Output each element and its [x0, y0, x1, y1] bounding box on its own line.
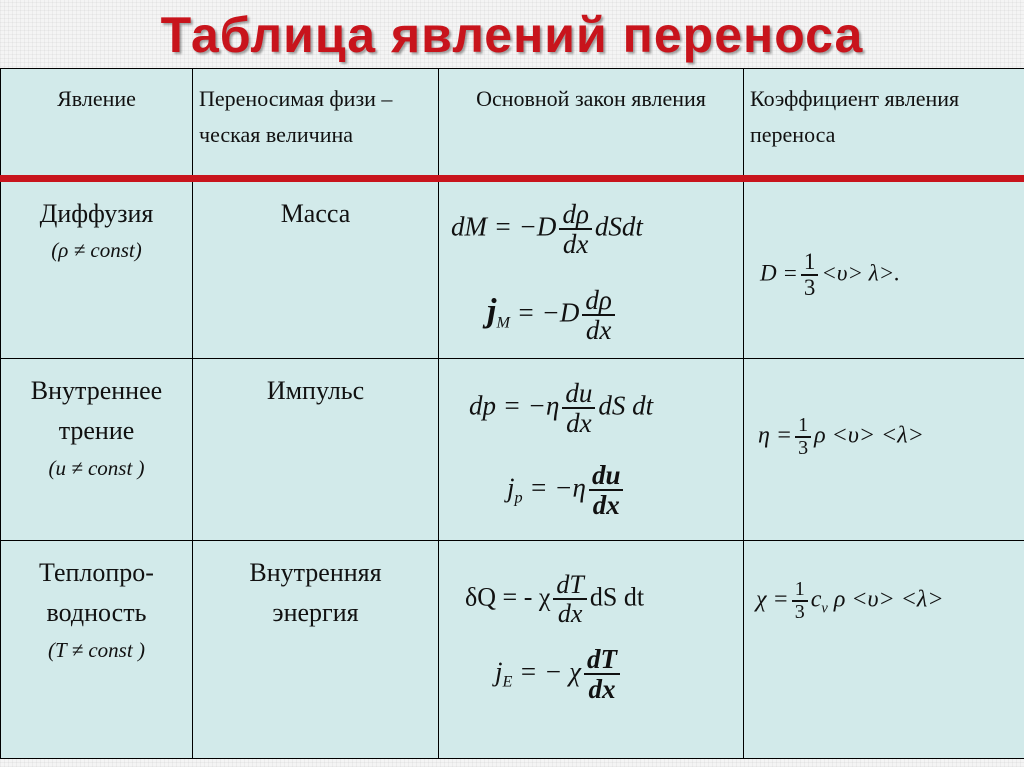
header-cell-quantity: Переносимая физи – ческая величина	[193, 69, 439, 179]
phenomenon-condition: (ρ ≠ const)	[51, 238, 142, 263]
header-cell-law: Основной закон явления	[439, 69, 744, 179]
phenomenon-condition: (u ≠ const )	[48, 455, 145, 480]
coefficient-formula: χ = $\frac{1}{3}$ $c_v$ ρ <υ> <λ>	[756, 578, 944, 623]
table-row	[1, 359, 1024, 541]
table-row	[1, 541, 1024, 759]
page-title: Таблица явлений переноса	[160, 7, 864, 63]
flux-formula: $j_E$ = − χ $\frac{dT}{dx}$	[495, 645, 623, 704]
table-row	[1, 179, 1024, 359]
coefficient-formula: D = $\frac{1}{3}$ <υ> λ>.	[760, 249, 900, 301]
phenomenon-condition: (T ≠ const )	[48, 637, 145, 662]
transferred-quantity: Масса	[280, 199, 351, 228]
transferred-quantity: Внутренняя энергия	[249, 558, 382, 628]
transport-phenomena-table	[0, 68, 1024, 759]
flux-formula: $j_M = -D$ $\frac{d\rho}{dx}$	[487, 286, 618, 345]
phenomenon-name: Внутреннее	[30, 376, 163, 405]
header-cell-phenomenon: Явление	[1, 69, 193, 179]
coefficient-formula: η = $\frac{1}{3}$ ρ <υ> <λ>	[758, 414, 924, 459]
flux-formula: $j_p = -\eta$ $\frac{du}{dx}$	[507, 461, 626, 520]
law-formula: dp = −η $\frac{du}{dx}$ dS dt	[469, 378, 654, 439]
table-header-row	[1, 69, 1024, 179]
phenomenon-name-cont: трение	[58, 416, 135, 446]
phenomenon-name: Диффузия	[39, 199, 154, 228]
law-formula: dM = −D $\frac{d\rho}{dx}$ dSdt	[451, 199, 643, 260]
header-cell-coefficient: Коэффициент явления переноса	[744, 69, 1024, 179]
phenomenon-name: Теплопро-	[39, 558, 154, 587]
law-formula: δQ = - χ $\frac{dT}{dx}$ dS dt	[465, 570, 645, 629]
transferred-quantity: Импульс	[266, 376, 365, 405]
phenomenon-name-cont: водность	[46, 598, 147, 628]
